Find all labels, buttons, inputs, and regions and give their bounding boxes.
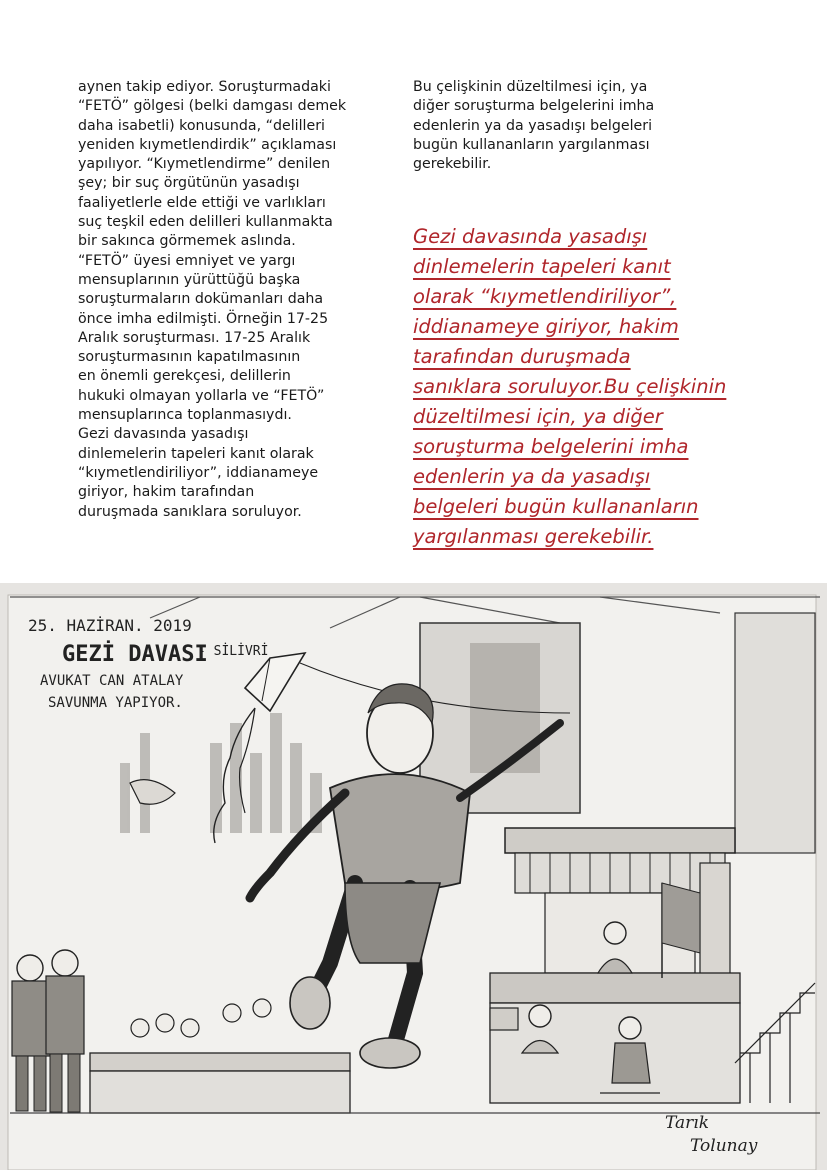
pull-quote-line: yargılanması gerekebilir. (413, 525, 654, 548)
pull-quote-line: belgeleri bugün kullananların (413, 495, 699, 518)
pull-quote (413, 222, 758, 552)
artist-signature-line1: Tarık (665, 1113, 710, 1133)
pull-quote-line: soruşturma belgelerini imha (413, 435, 689, 458)
pull-quote-line: iddianameye giriyor, hakim (413, 315, 679, 338)
pull-quote-line: sanıklara soruluyor.Bu çelişkinin (413, 375, 727, 398)
right-column-paragraph: Bu çelişkinin düzeltilmesi için, ya diğer soruşturma belgelerini imha edenlerin ya da yasadışı belgeleri bugün kullananların yargılanması gerekebilir. (413, 79, 655, 173)
left-column-paragraph: aynen takip ediyor. Soruşturmadaki “FETÖ” gölgesi (belki damgası demek daha isabetli) konusunda, “delilleri yeniden kıymetlendirdik” açıklaması yapılıyor. “Kıymetlendirme” denilen şey; bir suç örgütünün yasadışı faaliyetlerle elde ettiği ve varlıkları suç teşkil eden delilleri kullanmakta bir sakınca görmemek aslında. “FETÖ” üyesi emniyet ve yargı mensuplarının yürüttüğü başka soruşturmaların dokümanları daha önce imha edilmişti. Örneğin 17-25 Aralık soruşturması. 17-25 Aralık soruşturmasının kapatılmasının en önemli gerekçesi, delillerin hukuki olmayan yollarla ve “FETÖ” mensuplarınca toplanmasıydı. Gezi davasında yasadışı dinlemelerin tapeleri kanıt olarak “kıymetlendiriliyor”, iddianameye giriyor, hakim tarafından duruşmada sanıklara soruluyor. (78, 79, 347, 520)
sneaker-left (290, 977, 330, 1029)
pull-quote-line: tarafından duruşmada (413, 345, 631, 368)
right-text-column (413, 78, 713, 174)
monitor-icon (490, 1008, 518, 1030)
pull-quote-line: olarak “kıymetlendiriliyor”, (413, 285, 677, 308)
pull-quote-line: düzeltilmesi için, ya diğer (413, 405, 663, 428)
cartoon-subtitle-line1: AVUKAT CAN ATALAY (40, 673, 184, 689)
pull-quote-line: dinlemelerin tapeleri kanıt (413, 255, 671, 278)
cartoon-location-caption: - SİLİVRİ (198, 644, 269, 659)
sneaker-right (360, 1038, 420, 1068)
courtroom-cartoon (0, 583, 827, 1170)
cartoon-title-caption: GEZİ DAVASI (62, 642, 208, 667)
cartoon-illustration (0, 583, 827, 1170)
left-text-column (78, 78, 378, 522)
cartoon-subtitle-line2: SAVUNMA YAPIYOR. (48, 695, 183, 711)
pull-quote-line: Gezi davasında yasadışı (413, 225, 648, 248)
artist-signature-line2: Tolunay (690, 1136, 758, 1156)
cartoon-date-caption: 25. HAZİRAN. 2019 (28, 616, 192, 635)
pull-quote-line: edenlerin ya da yasadışı (413, 465, 651, 488)
